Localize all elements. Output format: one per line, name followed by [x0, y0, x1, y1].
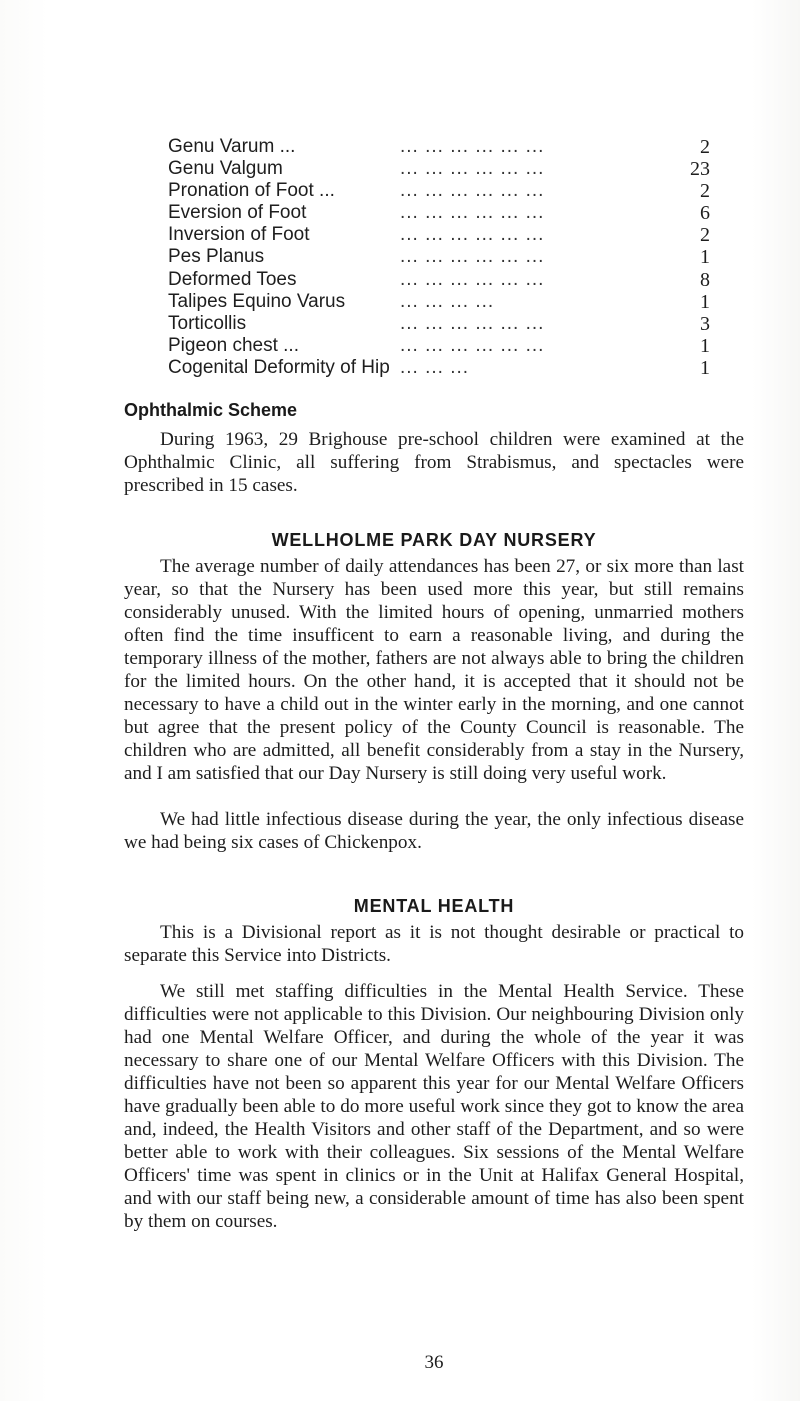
conditions-list	[168, 136, 716, 379]
list-item	[168, 357, 716, 379]
leader-dots: ... ... ...	[400, 356, 470, 378]
leader-dots: ... ... ... ... ... ...	[400, 268, 545, 290]
leader-dots: ... ... ... ... ... ...	[400, 202, 545, 224]
nursery-heading: WELLHOLME PARK DAY NURSERY	[271, 530, 597, 550]
condition-label: Torticollis	[168, 312, 247, 334]
condition-label: Pigeon chest ...	[168, 334, 299, 356]
ophthalmic-heading: Ophthalmic Scheme	[124, 400, 298, 420]
condition-count: 8	[700, 268, 710, 291]
condition-count: 2	[700, 224, 710, 247]
condition-count: 6	[700, 202, 710, 225]
list-item	[168, 246, 716, 268]
condition-count: 3	[700, 312, 710, 335]
condition-label: Deformed Toes	[168, 268, 297, 290]
condition-count: 1	[700, 356, 710, 379]
condition-count: 1	[700, 290, 710, 313]
list-item	[168, 335, 716, 357]
page-number: 36	[424, 1352, 444, 1373]
condition-label: Genu Valgum	[168, 158, 283, 180]
condition-label: Cogenital Deformity of Hip	[168, 356, 390, 378]
nursery-paragraph-2: We had little infectious disease during the year, the only infectious disease we had being six cases of Chickenpox.	[124, 809, 744, 853]
list-item	[168, 269, 716, 291]
condition-label: Pronation of Foot ...	[168, 180, 335, 202]
leader-dots: ... ... ... ...	[400, 290, 495, 312]
condition-label: Eversion of Foot	[168, 202, 307, 224]
leader-dots: ... ... ... ... ... ...	[400, 136, 545, 157]
condition-count: 23	[690, 158, 710, 181]
nursery-paragraph-1: The average number of daily attendances has been 27, or six more than last year, so that the Nursery has been used more this year, but still remains considerably unused. With the limited hours of opening, unmarried mothers often find the time insufficent to earn a reasonable living, and during the temporary illness of the mother, fathers are not always able to bring the children for the limited hours. On the other hand, it is accepted that it should not be necessary to have a child out in the winter early in the morning, and one cannot but agree that the present policy of the County Council is reasonable. The children who are admitted, all benefit considerably from a stay in the Nursery, and I am satisfied that our Day Nursery is still doing very useful work.	[124, 556, 744, 784]
mental-health-paragraph-1: This is a Divisional report as it is not thought desirable or practical to separate this Service into Districts.	[124, 922, 744, 966]
condition-count: 1	[700, 334, 710, 357]
ophthalmic-paragraph: During 1963, 29 Brighouse pre-school children were examined at the Ophthalmic Clinic, all suffering from Strabismus, and spectacles were prescribed in 15 cases.	[124, 429, 744, 496]
leader-dots: ... ... ... ... ... ...	[400, 180, 545, 202]
leader-dots: ... ... ... ... ... ...	[400, 224, 545, 246]
leader-dots: ... ... ... ... ... ...	[400, 312, 545, 334]
leader-dots: ... ... ... ... ... ...	[400, 246, 545, 268]
condition-label: Genu Varum ...	[168, 136, 296, 157]
condition-count: 2	[700, 180, 710, 203]
list-item	[168, 136, 716, 158]
condition-label: Pes Planus	[168, 246, 265, 268]
condition-label: Inversion of Foot	[168, 224, 310, 246]
leader-dots: ... ... ... ... ... ...	[400, 334, 545, 356]
condition-label: Talipes Equino Varus	[168, 290, 346, 312]
list-item	[168, 291, 716, 313]
mental-health-paragraph-2: We still met staffing difficulties in the Mental Health Service. These difficulties were not applicable to this Division. Our neighbouring Division only had one Mental Welfare Officer, and during the whole of the year it was necessary to share one of our Mental Welfare Officers with this Division. The difficulties have not been so apparent this year for our Mental Welfare Officers have gradually been able to do more useful work since they got to know the area and, indeed, the Health Visitors and other staff of the Department, and so were better able to work with their colleagues. Six sessions of the Mental Welfare Officers' time was spent in clinics or in the Unit at Halifax General Hospital, and with our staff being new, a considerable amount of time has also been spent by them on courses.	[124, 981, 744, 1232]
condition-count: 1	[700, 246, 710, 269]
list-item	[168, 158, 716, 180]
mental-health-heading: MENTAL HEALTH	[353, 896, 515, 916]
condition-count: 2	[700, 136, 710, 158]
list-item	[168, 202, 716, 224]
leader-dots: ... ... ... ... ... ...	[400, 158, 545, 180]
list-item	[168, 180, 716, 202]
list-item	[168, 313, 716, 335]
list-item	[168, 224, 716, 246]
